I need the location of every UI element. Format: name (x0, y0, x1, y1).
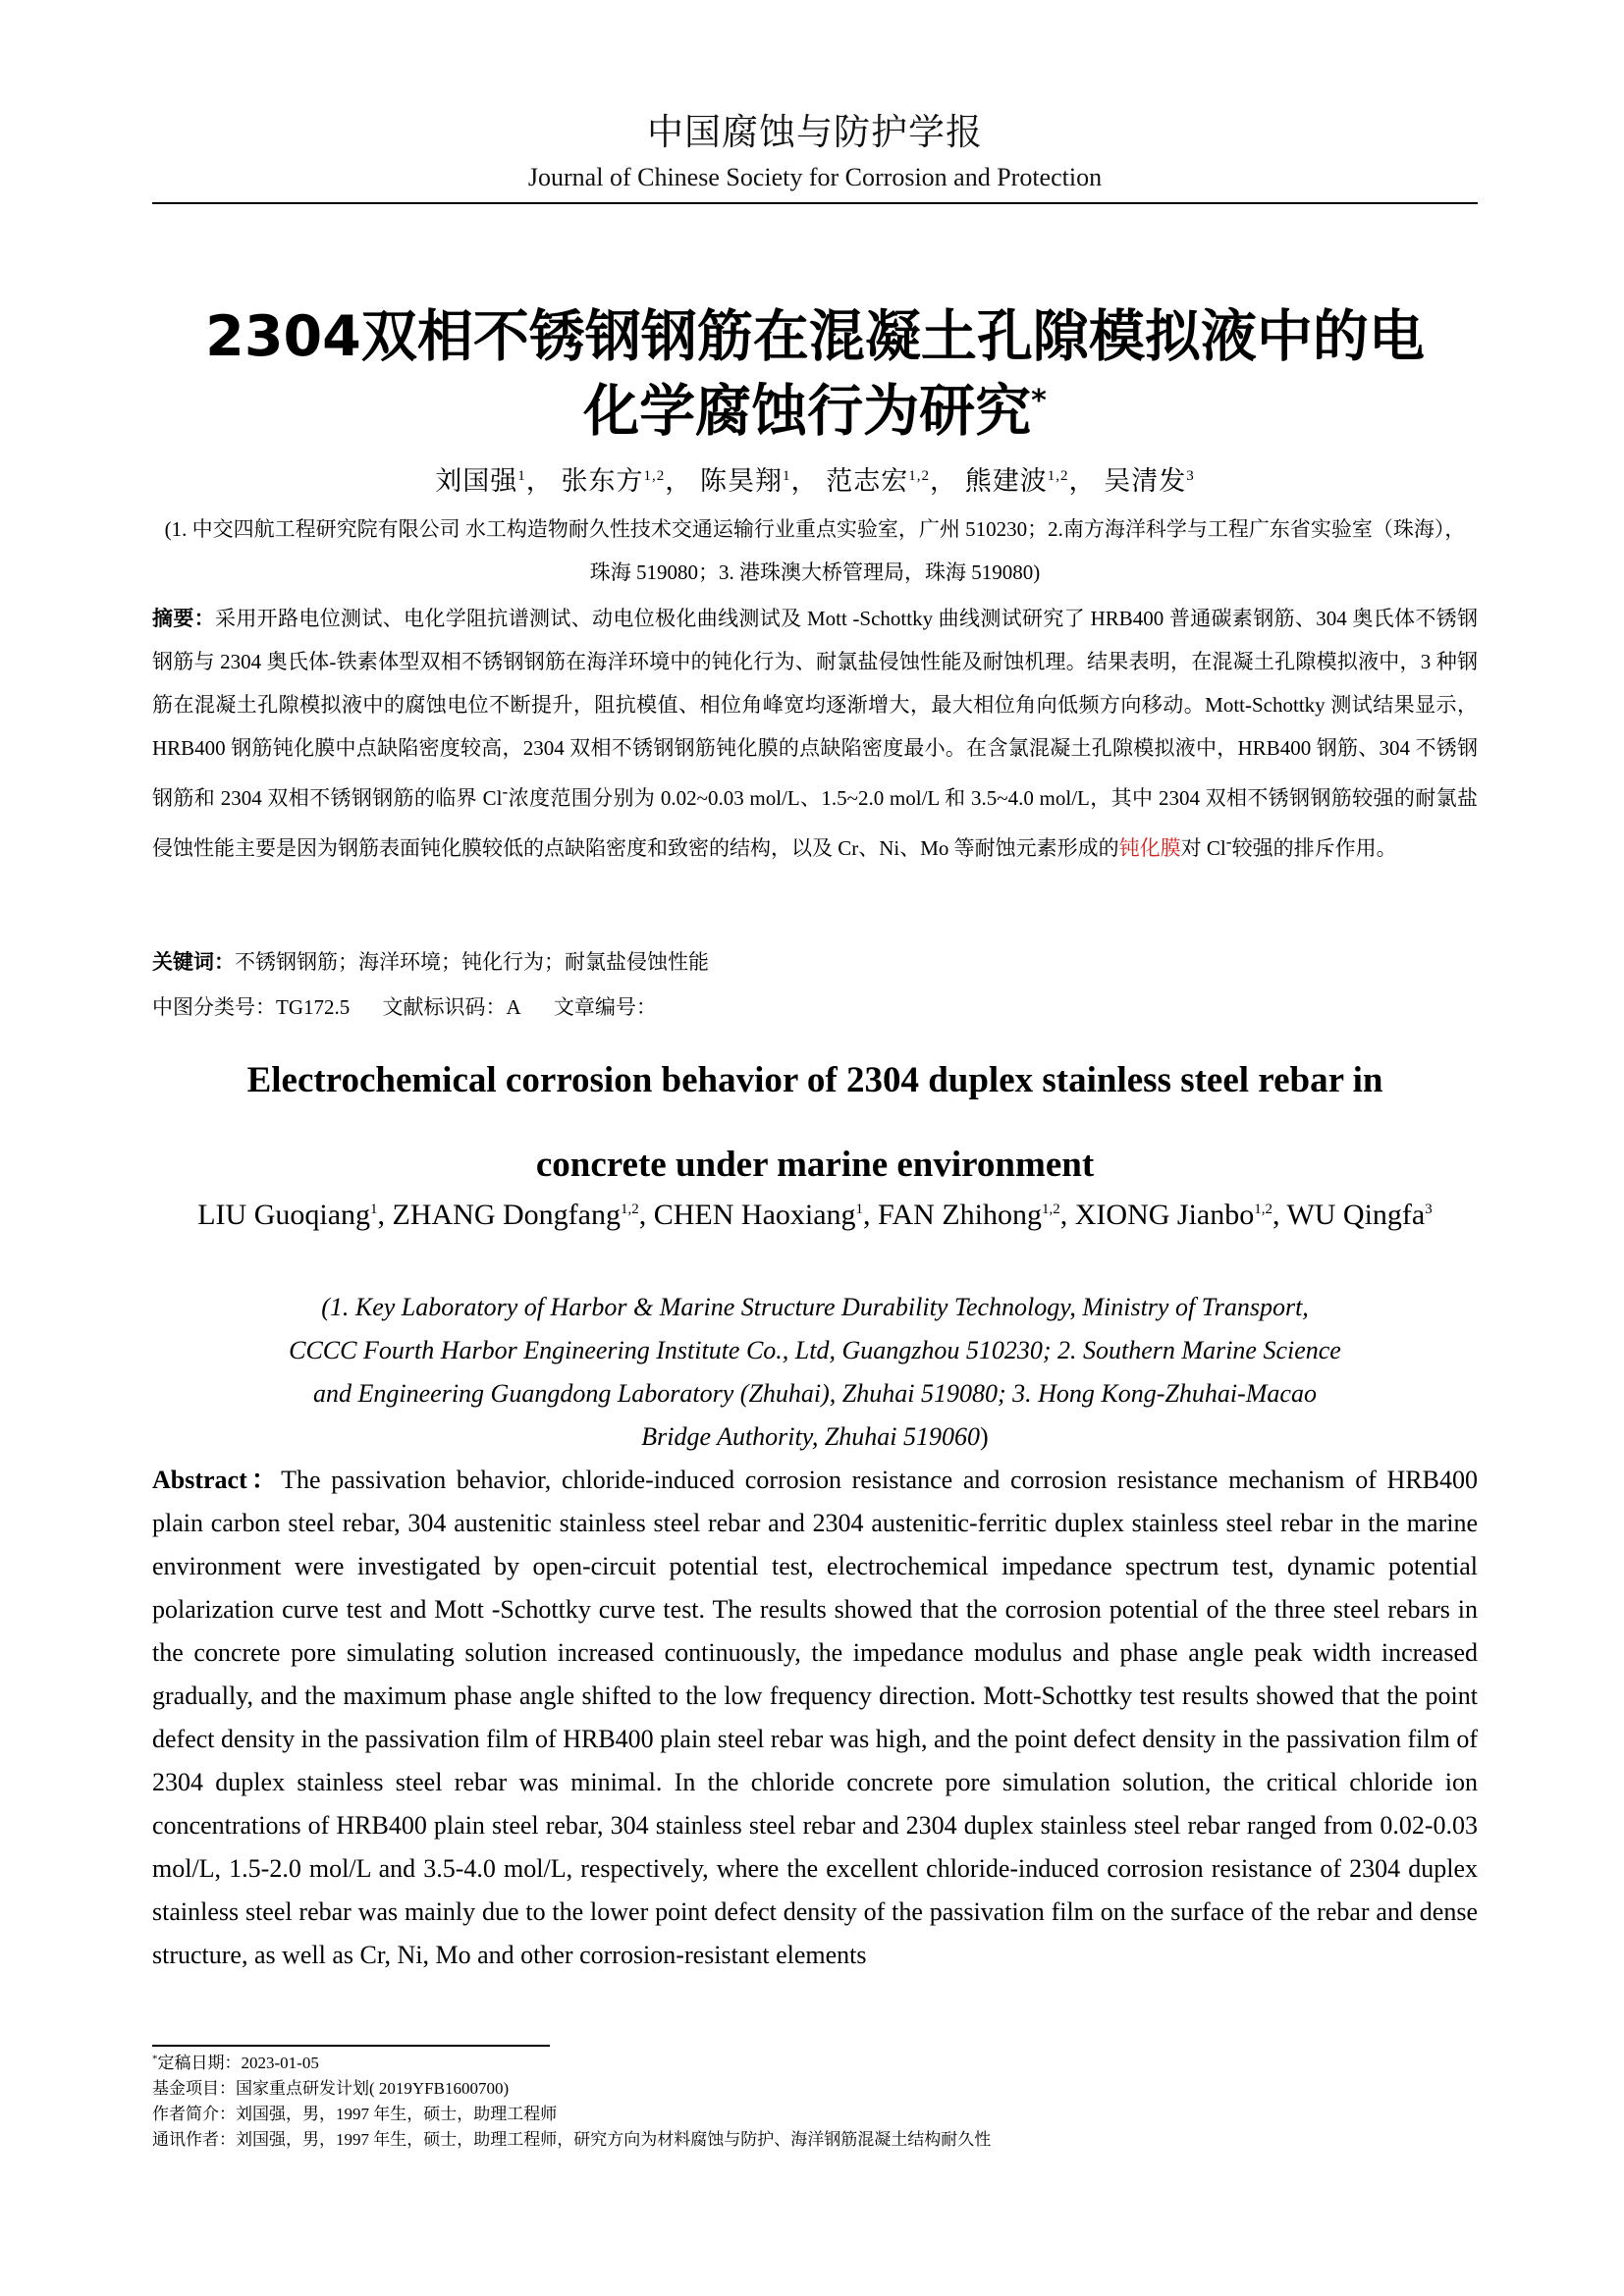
footnote-corresponding: 通讯作者：刘国强，男，1997 年生，硕士，助理工程师，研究方向为材料腐蚀与防护、海洋钢筋混凝土结构耐久性 (152, 2130, 992, 2149)
journal-title-en: Journal of Chinese Society for Corrosion and Protection (527, 163, 1103, 191)
author-cn-name: 刘国强 (435, 466, 518, 496)
author-en-aff: 3 (1425, 1201, 1433, 1217)
chloride-superscript: - (502, 781, 509, 801)
author-cn (562, 466, 666, 496)
classification-line (152, 988, 1478, 1027)
author-en-name: WU Qingfa (1286, 1199, 1426, 1231)
keywords-cn (152, 942, 1478, 982)
article-title-en-line1: Electrochemical corrosion behavior of 2304 duplex stainless steel rebar in (246, 1060, 1383, 1100)
affiliation-en-line: (1. Key Laboratory of Harbor & Marine Structure Durability Technology, Ministry of Transport, (321, 1293, 1309, 1321)
author-cn-name: 陈昊翔 (700, 466, 783, 496)
footnote-received-text: 定稿日期：2023-01-05 (157, 2054, 319, 2072)
author-en-name: ZHANG Dongfang (392, 1199, 621, 1231)
affiliations-en (152, 1286, 1478, 1459)
document-code: 文献标识码：A (382, 995, 521, 1019)
author-en (197, 1199, 377, 1231)
abstract-cn-text: 较强的排斥作用。 (1231, 836, 1397, 860)
author-en-aff: 1 (370, 1201, 378, 1217)
article-title-cn-line1: 2304双相不锈钢钢筋在混凝土孔隙模拟液中的电 (205, 304, 1425, 369)
abstract-en (152, 1459, 1478, 1977)
journal-title-cn: 中国腐蚀与防护学报 (647, 113, 983, 153)
title-footnote-mark: * (1031, 384, 1047, 418)
author-cn-aff: 3 (1186, 468, 1195, 484)
author-en-aff: 1 (855, 1201, 864, 1217)
author-cn-name: 熊建波 (964, 466, 1048, 496)
author-cn-name: 张东方 (561, 466, 644, 496)
author-en-name: CHEN Haoxiang (653, 1199, 856, 1231)
author-cn-aff: 1,2 (643, 468, 666, 484)
author-cn-aff: 1 (517, 468, 526, 484)
author-en (654, 1199, 863, 1231)
highlighted-term: 钝化膜 (1118, 836, 1181, 860)
footnote-divider (152, 2045, 550, 2047)
footnote-received (152, 2051, 1478, 2076)
article-title-cn (152, 299, 1478, 449)
clc-number: 中图分类号：TG172.5 (152, 995, 351, 1019)
article-title-cn-line2 (152, 374, 1478, 449)
author-en (1286, 1199, 1432, 1231)
author-cn-name: 范志宏 (826, 466, 909, 496)
author-cn-aff: 1,2 (908, 468, 930, 484)
paper-page (152, 0, 1478, 2296)
author-en-aff: 1,2 (1042, 1201, 1060, 1217)
author-en (878, 1199, 1060, 1231)
abstract-cn-label: 摘要： (152, 607, 216, 630)
abstract-cn-text: 浓度范围分别为 0.02~0.03 mol/L、1.5~2.0 mol/L 和 3.5~4.0 mol/L，其中 2304 双相不锈钢钢筋较强的耐氯盐侵蚀性能主要是因为钢筋表面钝化膜较低的点缺陷密度和致密的结构，以及 Cr、Ni、Mo 等耐蚀元素形成的 (152, 786, 1478, 860)
abstract-en-label: Abstract： (152, 1466, 282, 1494)
footnotes (152, 2051, 1478, 2153)
affiliation-en-close: ) (980, 1422, 989, 1451)
author-cn-aff: 1 (783, 468, 791, 484)
abstract-cn (152, 597, 1478, 870)
footnote-mark: * (152, 2053, 158, 2065)
author-cn-name: 吴清发 (1104, 466, 1187, 496)
affiliation-en-line: CCCC Fourth Harbor Engineering Institute Co., Ltd, Guangzhou 510230; 2. Southern Marine Science (289, 1336, 1341, 1364)
author-cn (700, 466, 791, 496)
authors-cn: 刘国强$^1$， 张东方$^{1,2}$， 陈昊翔$^1$， 范志宏$^{1,2}$， 熊建波$^{1,2}$， 吴清发$^3$ (435, 466, 1195, 496)
author-cn (435, 466, 526, 496)
header-divider (152, 202, 1478, 204)
article-title-cn-line2-text: 化学腐蚀行为研究 (583, 379, 1032, 444)
affiliation-en-line (152, 1415, 1478, 1459)
authors-en: LIU Guoqiang$^1$, ZHANG Dongfang$^{1,2}$, CHEN Haoxiang$^1$, FAN Zhihong$^{1,2}$, XIONG Jianbo$^{1,2}$, WU Qingfa$^3$ (197, 1199, 1433, 1231)
affiliation-en-line: and Engineering Guangdong Laboratory (Zhuhai), Zhuhai 519080; 3. Hong Kong-Zhuhai-Macao (313, 1379, 1317, 1408)
journal-header (152, 110, 1478, 194)
abstract-cn-text: 对 Cl (1180, 836, 1226, 860)
article-title-en-line2: concrete under marine environment (535, 1145, 1095, 1185)
author-en-name: LIU Guoqiang (197, 1199, 371, 1231)
article-number: 文章编号： (553, 995, 657, 1019)
author-cn (965, 466, 1069, 496)
author-cn (1104, 466, 1195, 496)
affiliations-cn: (1. 中交四航工程研究院有限公司 水工构造物耐久性技术交通运输行业重点实验室，广州 510230；2.南方海洋科学与工程广东省实验室（珠海），珠海 519080；3. 港珠澳大桥管理局，珠海 519080) (164, 517, 1466, 584)
author-en-aff: 1,2 (621, 1201, 639, 1217)
author-cn (826, 466, 930, 496)
author-cn-aff: 1,2 (1047, 468, 1069, 484)
keywords-cn-label: 关键词： (152, 950, 235, 974)
abstract-en-text: The passivation behavior, chloride-induced corrosion resistance and corrosion resistance mechanism of HRB400 plain carbon steel rebar, 304 austenitic stainless steel rebar and 2304 austenitic-ferritic duplex stainless steel rebar in the marine environment were investigated by open-circuit potential test, electrochemical impedance spectrum test, dynamic potential polarization curve test and Mott -Schottky curve test. The results showed that the corrosion potential of the three steel rebars in the concrete pore simulating solution increased continuously, the impedance modulus and phase angle peak width increased gradually, and the maximum phase angle shifted to the low frequency direction. Mott-Schottky test results showed that the point defect density in the passivation film of HRB400 plain steel rebar was high, and the point defect density in the passivation film of 2304 duplex stainless steel rebar was minimal. In the chloride concrete pore simulation solution, the critical chloride ion concentrations of HRB400 plain steel rebar, 304 stainless steel rebar and 2304 duplex stainless steel rebar ranged from 0.02-0.03 mol/L, 1.5-2.0 mol/L and 3.5-4.0 mol/L, respectively, where the excellent chloride-induced corrosion resistance of 2304 duplex stainless steel rebar was mainly due to the lower point defect density of the passivation film on the surface of the rebar and dense structure, as well as Cr, Ni, Mo and other corrosion-resistant elements (152, 1466, 1478, 1969)
affiliation-en-line4-text: Bridge Authority, Zhuhai 519060 (641, 1422, 981, 1451)
footnote-author-bio: 作者简介：刘国强，男，1997 年生，硕士，助理工程师 (152, 2105, 558, 2123)
footnote-fund: 基金项目：国家重点研发计划( 2019YFB1600700) (152, 2079, 510, 2098)
author-en-name: XIONG Jianbo (1074, 1199, 1255, 1231)
author-en-name: FAN Zhihong (878, 1199, 1042, 1231)
abstract-cn-text: 采用开路电位测试、电化学阻抗谱测试、动电位极化曲线测试及 Mott -Schottky 曲线测试研究了 HRB400 普通碳素钢筋、304 奥氏体不锈钢钢筋与 2304 奥氏体-铁素体型双相不锈钢钢筋在海洋环境中的钝化行为、耐氯盐侵蚀性能及耐蚀机理。结果表明，在混凝土孔隙模拟液中，3 种钢筋在混凝土孔隙模拟液中的腐蚀电位不断提升，阻抗模值、相位角峰宽均逐渐增大，最大相位角向低频方向移动。Mott-Schottky 测试结果显示，HRB400 钢筋钝化膜中点缺陷密度较高，2304 双相不锈钢钢筋钝化膜的点缺陷密度最小。在含氯混凝土孔隙模拟液中，HRB400 钢筋、304 不锈钢钢筋和 2304 双相不锈钢钢筋的临界 Cl (152, 607, 1478, 810)
chloride-superscript: - (1225, 831, 1232, 851)
keywords-cn-text: 不锈钢钢筋；海洋环境；钝化行为；耐氯盐侵蚀性能 (235, 950, 709, 974)
article-title-en (152, 1039, 1478, 1207)
author-en (393, 1199, 639, 1231)
author-en-aff: 1,2 (1254, 1201, 1272, 1217)
author-en (1075, 1199, 1272, 1231)
